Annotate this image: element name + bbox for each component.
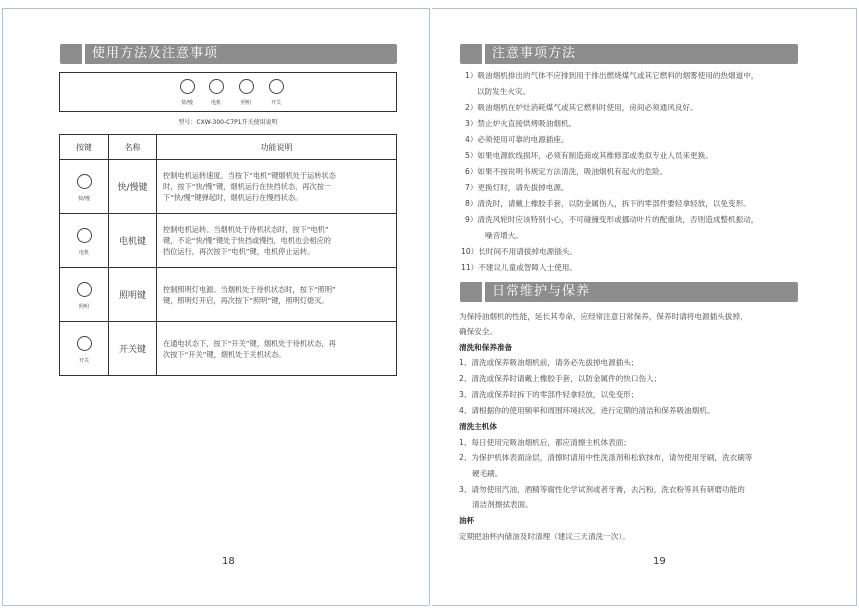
list-item: 10）长时间不用请拔掉电源插头。 bbox=[461, 247, 577, 256]
left-section-header bbox=[60, 44, 397, 64]
list-item: 2）吸油烟机在炉灶消耗煤气或其它燃料时使用，房间必须通风良好。 bbox=[465, 103, 698, 112]
list-item: 2、清洗或保养时请戴上橡胶手套，以防金属件的快口伤人； bbox=[459, 374, 662, 383]
right-section2-header bbox=[460, 282, 798, 302]
list-item: 11）不建议儿童或智障人士使用。 bbox=[461, 263, 577, 272]
panel-button-power: 开关 bbox=[261, 79, 291, 106]
motor-button-icon bbox=[77, 228, 92, 243]
list-item: 6）如果不按说明书规定方法清洗，吸油烟机有起火的危险。 bbox=[465, 167, 668, 176]
list-item: 清洁剂擦拭表面。 bbox=[472, 500, 533, 509]
speed-button-icon bbox=[77, 174, 92, 189]
list-item: 4）必须使用可靠的电源插座。 bbox=[465, 135, 569, 144]
list-item: 8）清洗时，请戴上橡胶手套，以防金属伤人，拆下的零部件要轻拿轻放，以免变形。 bbox=[465, 199, 751, 208]
right-section1-header bbox=[460, 44, 798, 64]
intro-line: 为保持油烟机的性能，延长其寿命，应经常注意日常保养，保养时请将电源插头拔掉， bbox=[459, 312, 748, 321]
table-row: 照明 照明键 控制照明灯电源。当烟机处于待机状态时，按下“照明” 键，照明灯开启，再次按下“照明”键，照明灯熄灭。 bbox=[60, 268, 397, 322]
list-item: 5）如果电源软线损坏，必须有制造商或其维修部或类似专业人员来更换。 bbox=[465, 151, 713, 160]
speed-button-icon bbox=[180, 79, 195, 94]
left-page-number: 18 bbox=[222, 556, 235, 567]
right-page-number: 19 bbox=[653, 556, 666, 567]
list-item: 1）吸油烟机排出的气体不应排到用于排出燃烧煤气或其它燃料的烟雾使用的热烟道中， bbox=[465, 71, 759, 80]
list-item: 2、为保护机体表面涂层，清擦时请用中性洗涤剂和松软抹布，请勿使用牙刷，洗衣刷等 bbox=[459, 453, 753, 462]
header-name: 名称 bbox=[109, 135, 157, 160]
right-section2-title: 日常维护与保养 bbox=[492, 284, 591, 299]
list-item: 9）清洗风轮时应该特别小心，不可碰撞变形或挪动叶片的配重块，否则造成整机振动， bbox=[465, 215, 759, 224]
list-item: 1、清洗或保养吸油烟机前，请务必先拔掉电源插头； bbox=[459, 358, 639, 367]
light-button-icon bbox=[77, 282, 92, 297]
power-button-icon bbox=[269, 79, 284, 94]
list-item: 1、每日使用完吸油烟机后，都应清擦主机体表面； bbox=[459, 438, 631, 447]
panel-button-speed: 快/慢 bbox=[172, 79, 202, 106]
motor-button-icon bbox=[209, 79, 224, 94]
power-button-icon bbox=[77, 336, 92, 351]
table-row: 开关 开关键 在通电状态下，按下“开关”键，烟机处于待机状态，再 次按下“开关”键，烟机处于关机状态。 bbox=[60, 322, 397, 376]
list-item: 3、请勿使用汽油，酒精等腐性化学试剂或者牙膏，去污粉，洗衣粉等具有研磨功能的 bbox=[459, 485, 745, 494]
table-row: 电机 电机键 控制电机运转。当烟机处于待机状态时，按下“电机” 键，不论“快/慢”键处于快挡或慢挡，电机也会相应的 挡位运行，再次按下“电机”键，电机停止运转。 bbox=[60, 214, 397, 268]
panel-button-motor: 电机 bbox=[201, 79, 231, 106]
oil-cup-text: 定期把油杯内储油及时清理（建议三天清洗一次）。 bbox=[459, 532, 630, 541]
right-page-border bbox=[432, 8, 857, 606]
subsection-title: 油杯 bbox=[459, 516, 475, 525]
list-item: 4、请根据你的使用频率和周围环境状况，进行定期的清洁和保养吸油烟机。 bbox=[459, 406, 715, 415]
control-panel-diagram bbox=[59, 72, 397, 112]
subsection-title: 清洗和保养准备 bbox=[459, 343, 513, 352]
key-function-table bbox=[59, 134, 397, 376]
table-header-row bbox=[60, 135, 397, 160]
list-item: 以防发生火灾。 bbox=[477, 87, 531, 96]
left-section-title: 使用方法及注意事项 bbox=[92, 46, 219, 61]
panel-button-light: 照明 bbox=[231, 79, 261, 106]
light-button-icon bbox=[239, 79, 254, 94]
table-row: 快/慢 快/慢键 控制电机运转速度。当按下“电机”键烟机处于运转状态 时，按下“快/慢”键，烟机运行在快挡状态，再次按一 下“快/慢”键弹起时，烟机运行在慢挡状态。 bbox=[60, 160, 397, 214]
header-function: 功能说明 bbox=[157, 135, 397, 160]
header-key: 按键 bbox=[60, 135, 109, 160]
right-section1-title: 注意事项方法 bbox=[492, 46, 577, 61]
list-item: 3）禁止炉火直接烘烤吸油烟机。 bbox=[465, 119, 577, 128]
list-item: 7）更换灯时，请先拔掉电源。 bbox=[465, 183, 569, 192]
list-item: 3、清洗或保养时拆下的零部件轻拿轻放，以免变形； bbox=[459, 390, 639, 399]
page-spine bbox=[429, 8, 430, 605]
list-item: 硬毛刷。 bbox=[472, 469, 503, 478]
subsection-title: 清洗主机体 bbox=[459, 422, 497, 431]
panel-caption: 型号：CXW-300-C7P1开关使用说明 bbox=[178, 119, 278, 126]
intro-line: 确保安全。 bbox=[459, 327, 497, 336]
list-item: 噪音增大。 bbox=[485, 231, 523, 240]
